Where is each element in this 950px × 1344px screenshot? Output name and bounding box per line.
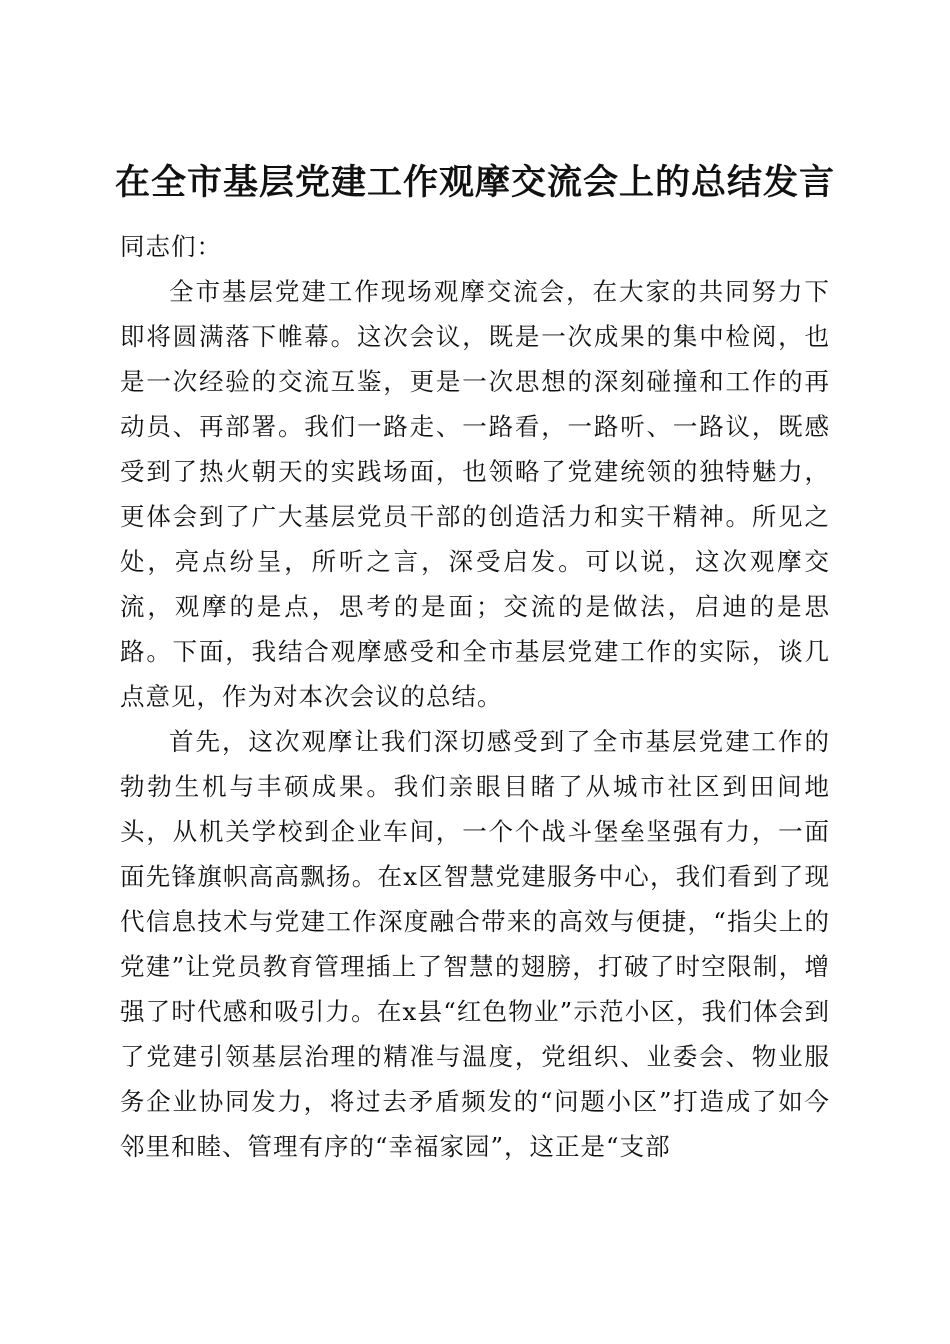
paragraph-1: 全市基层党建工作现场观摩交流会，在大家的共同努力下即将圆满落下帷幕。这次会议，既是一次成果的集中检阅，也是一次经验的交流互鉴，更是一次思想的深刻碰撞和工作的再动员、再部署。我们一路走、一路看，一路听、一路议，既感受到了热火朝天的实践场面，也领略了党建统领的独特魅力，更体会到了广大基层党员干部的创造活力和实干精神。所见之处，亮点纷呈，所听之言，深受启发。可以说，这次观摩交流，观摩的是点，思考的是面；交流的是做法，启迪的是思路。下面，我结合观摩感受和全市基层党建工作的实际，谈几点意见，作为对本次会议的总结。	[120, 277, 830, 711]
paragraph-2: 首先，这次观摩让我们深切感受到了全市基层党建工作的勃勃生机与丰硕成果。我们亲眼目睹了从城市社区到田间地头，从机关学校到企业车间，一个个战斗堡垒坚强有力，一面面先锋旗帜高高飘扬。在x区智慧党建服务中心，我们看到了现代信息技术与党建工作深度融合带来的高效与便捷，“指尖上的党建”让党员教育管理插上了智慧的翅膀，打破了时空限制，增强了时代感和吸引力。在x县“红色物业”示范小区，我们体会到了党建引领基层治理的精准与温度，党组织、业委会、物业服务企业协同发力，将过去矛盾频发的“问题小区”打造成了如今邻里和睦、管理有序的“幸福家园”，这正是“支部	[120, 727, 830, 1161]
document-title: 在全市基层党建工作观摩交流会上的总结发言	[114, 162, 835, 204]
salutation: 同志们：	[120, 232, 222, 261]
document-body	[120, 224, 830, 1169]
